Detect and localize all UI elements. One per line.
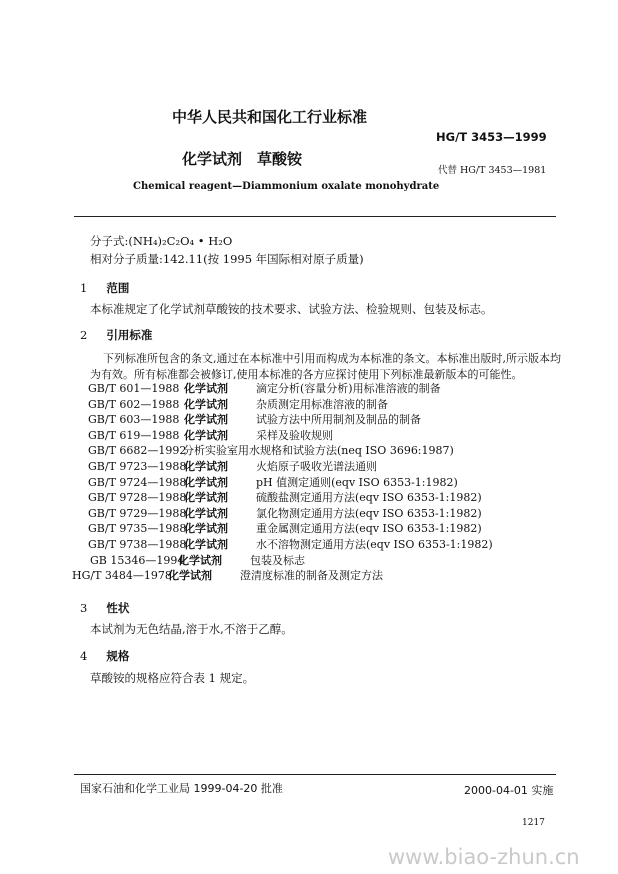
section-1-heading bbox=[80, 277, 129, 296]
approval-note: 国家石油和化学工业局 1999-04-20 批准 bbox=[80, 782, 283, 795]
reference-row bbox=[90, 552, 305, 568]
reference-row bbox=[88, 520, 482, 536]
header-rule bbox=[74, 216, 556, 217]
reference-title: pH 值测定通则(eqv ISO 6353-1:1982) bbox=[256, 475, 458, 489]
scope-text: 本标准规定了化学试剂草酸铵的技术要求、试验方法、检验规则、包装及标志。 bbox=[90, 302, 493, 316]
reference-row bbox=[88, 474, 458, 490]
reference-code: GB/T 6682—1992 bbox=[88, 444, 187, 458]
reference-title: 滴定分析(容量分析)用标准溶液的制备 bbox=[256, 382, 441, 395]
reference-category: 化学试剂 bbox=[178, 553, 222, 567]
reference-code: GB/T 9729—1988 bbox=[88, 506, 187, 520]
reference-category: 化学试剂 bbox=[184, 506, 228, 520]
reference-title: 分析实验室用水规格和试验方法(neq ISO 3696:1987) bbox=[183, 444, 454, 458]
section-2-heading bbox=[80, 324, 152, 343]
reference-code: GB/T 603—1988 bbox=[88, 413, 180, 427]
reference-row bbox=[88, 505, 482, 521]
reference-row bbox=[88, 489, 482, 505]
reference-code: HG/T 3484—1978 bbox=[72, 569, 172, 583]
reference-row bbox=[88, 380, 441, 396]
reference-category: 化学试剂 bbox=[184, 428, 228, 442]
reference-intro-line-2: 为有效。所有标准都会被修订,使用本标准的各方应探讨使用下列标准最新版本的可能性。 bbox=[90, 368, 523, 381]
reference-code: GB/T 9728—1988 bbox=[88, 491, 187, 505]
section-3-heading bbox=[80, 597, 129, 616]
reference-row bbox=[88, 427, 333, 443]
standard-number: HG/T 3453—1999 bbox=[436, 130, 547, 144]
molecular-formula: 分子式:(NH₄)₂C₂O₄ • H₂O bbox=[90, 234, 233, 248]
reference-title: 火焰原子吸收光谱法通则 bbox=[256, 460, 377, 473]
reference-category: 化学试剂 bbox=[184, 491, 228, 505]
page-number: 1217 bbox=[522, 818, 545, 828]
reference-category: 化学试剂 bbox=[184, 460, 228, 473]
reference-category: 化学试剂 bbox=[184, 397, 228, 411]
reference-title: 试验方法中所用制剂及制品的制备 bbox=[256, 413, 421, 427]
reference-code: GB/T 9724—1988 bbox=[88, 475, 187, 489]
reference-row bbox=[88, 458, 377, 474]
section-number: 3 bbox=[80, 601, 88, 615]
section-4-heading bbox=[80, 645, 129, 664]
replaces-note: 代替 HG/T 3453—1981 bbox=[438, 165, 547, 176]
reference-code: GB/T 9735—1988 bbox=[88, 522, 187, 536]
reference-title: 硫酸盐测定通用方法(eqv ISO 6353-1:1982) bbox=[256, 491, 482, 505]
section-number: 1 bbox=[80, 281, 88, 295]
reference-code: GB/T 9723—1988 bbox=[88, 460, 187, 473]
reference-category: 化学试剂 bbox=[184, 413, 228, 427]
section-title: 性状 bbox=[106, 601, 130, 615]
spec-text: 草酸铵的规格应符合表 1 规定。 bbox=[90, 671, 255, 685]
reference-intro-line-1: 下列标准所包含的条文,通过在本标准中引用而构成为本标准的条文。本标准出版时,所示版本均 bbox=[103, 352, 561, 365]
reference-title: 杂质测定用标准溶液的制备 bbox=[256, 397, 388, 411]
reference-code: GB/T 601—1988 bbox=[88, 382, 180, 395]
reference-title: 氯化物测定通用方法(eqv ISO 6353-1:1982) bbox=[256, 506, 482, 520]
effective-date: 2000-04-01 实施 bbox=[464, 784, 554, 797]
footer-rule bbox=[74, 774, 556, 775]
reference-title: 重金属测定通用方法(eqv ISO 6353-1:1982) bbox=[256, 522, 482, 536]
org-title: 中华人民共和国化工行业标准 bbox=[172, 108, 368, 126]
reference-row bbox=[72, 567, 383, 583]
reference-row bbox=[88, 536, 493, 552]
section-title: 范围 bbox=[106, 281, 130, 295]
reference-title: 包装及标志 bbox=[250, 553, 305, 567]
reference-category: 化学试剂 bbox=[184, 382, 228, 395]
reference-title: 澄清度标准的制备及测定方法 bbox=[240, 569, 383, 583]
reference-code: GB 15346—1994 bbox=[90, 553, 185, 567]
reference-title: 水不溶物测定通用方法(eqv ISO 6353-1:1982) bbox=[256, 538, 493, 551]
title-english: Chemical reagent—Diammonium oxalate monohydrate bbox=[133, 181, 440, 192]
section-number: 4 bbox=[80, 649, 88, 663]
watermark: www.biao-zhun.cn bbox=[388, 845, 580, 869]
reference-category: 化学试剂 bbox=[184, 538, 228, 551]
reference-code: GB/T 602—1988 bbox=[88, 397, 180, 411]
section-title: 规格 bbox=[106, 649, 130, 663]
reference-row bbox=[88, 442, 454, 458]
reference-code: GB/T 619—1988 bbox=[88, 428, 180, 442]
reference-row bbox=[88, 396, 388, 412]
molar-mass: 相对分子质量:142.11(按 1995 年国际相对原子质量) bbox=[90, 252, 364, 266]
title-chinese: 化学试剂 草酸铵 bbox=[182, 150, 303, 168]
section-title: 引用标准 bbox=[106, 328, 153, 342]
property-text: 本试剂为无色结晶,溶于水,不溶于乙醇。 bbox=[90, 622, 293, 636]
reference-title: 采样及验收规则 bbox=[256, 428, 333, 442]
section-number: 2 bbox=[80, 328, 88, 342]
reference-category: 化学试剂 bbox=[184, 475, 228, 489]
reference-category: 化学试剂 bbox=[184, 522, 228, 536]
reference-row bbox=[88, 411, 421, 427]
reference-category: 化学试剂 bbox=[168, 569, 212, 583]
reference-code: GB/T 9738—1988 bbox=[88, 538, 187, 551]
